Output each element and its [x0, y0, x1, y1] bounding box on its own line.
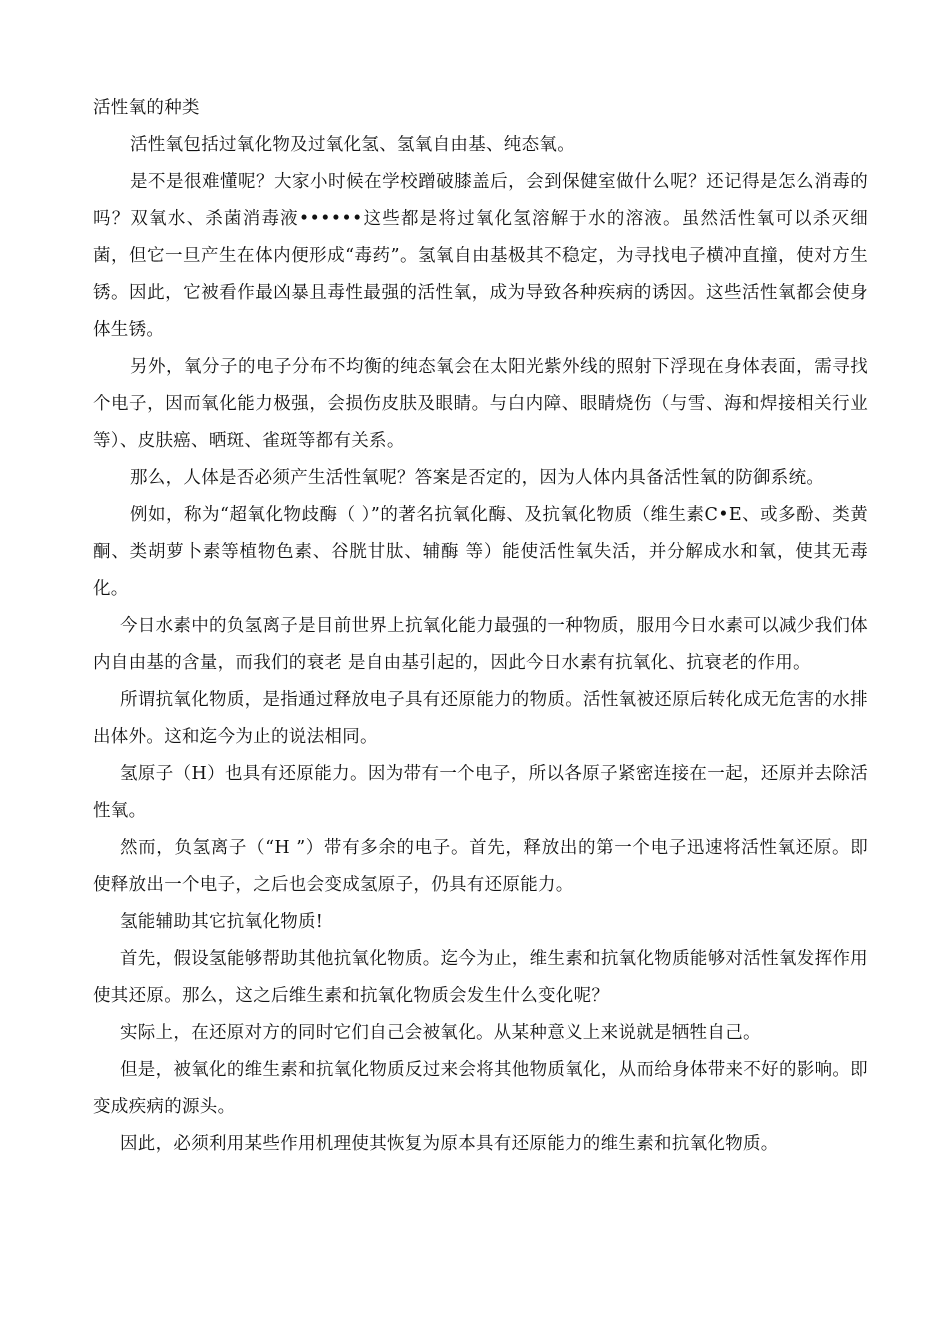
- paragraph-9: 然而，负氢离子（“H ”）带有多余的电子。首先，释放出的第一个电子迅速将活性氧还原。即使释放出一个电子，之后也会变成氢原子，仍具有还原能力。: [93, 838, 868, 895]
- paragraph-11: 实际上，在还原对方的同时它们自己会被氧化。从某种意义上来说就是牺牲自己。: [120, 1023, 761, 1043]
- paragraph-1: 活性氧包括过氧化物及过氧化氢、氢氧自由基、纯态氧。: [130, 135, 575, 155]
- paragraph-2: 是不是很难懂呢？大家小时候在学校蹭破膝盖后，会到保健室做什么呢？还记得是怎么消毒的吗？双氧水、杀菌消毒液••••••这些都是将过氧化氢溶解于水的溶液。虽然活性氧可以杀灭细菌，但它一旦产生在体内便形成“毒药”。氢氧自由基极其不稳定，为寻找电子横冲直撞，使对方生锈。因此，它被看作最凶暴且毒性最强的活性氧，成为导致各种疾病的诱因。这些活性氧都会使身体生锈。: [93, 172, 868, 340]
- paragraph-13: 因此，必须利用某些作用机理使其恢复为原本具有还原能力的维生素和抗氧化物质。: [120, 1134, 779, 1154]
- document-body: [93, 90, 868, 1163]
- document-title: 活性氧的种类: [93, 98, 200, 118]
- paragraph-8: 氢原子（H）也具有还原能力。因为带有一个电子，所以各原子紧密连接在一起，还原并去除活性氧。: [93, 764, 868, 821]
- paragraph-4: 那么，人体是否必须产生活性氧呢？答案是否定的，因为人体内具备活性氧的防御系统。: [130, 468, 825, 488]
- paragraph-5: 例如，称为“超氧化物歧酶（ ）”的著名抗氧化酶、及抗氧化物质（维生素C•E、或多酚、类黄酮、类胡萝卜素等植物色素、谷胱甘肽、辅酶 等）能使活性氧失活，并分解成水和氧，使其无毒化。: [93, 505, 868, 599]
- section-heading: 氢能辅助其它抗氧化物质!: [120, 912, 324, 932]
- paragraph-3: 另外，氧分子的电子分布不均衡的纯态氧会在太阳光紫外线的照射下浮现在身体表面，需寻找 个电子，因而氧化能力极强，会损伤皮肤及眼睛。与白内障、眼睛烧伤（与雪、海和焊接相关行业等）、皮肤癌、晒斑、雀斑等都有关系。: [93, 357, 868, 451]
- paragraph-10: 首先，假设氢能够帮助其他抗氧化物质。迄今为止，维生素和抗氧化物质能够对活性氧发挥作用使其还原。那么，这之后维生素和抗氧化物质会发生什么变化呢？: [93, 949, 868, 1006]
- paragraph-6: 今日水素中的负氢离子是目前世界上抗氧化能力最强的一种物质，服用今日水素可以减少我们体内自由基的含量，而我们的衰老 是自由基引起的，因此今日水素有抗氧化、抗衰老的作用。: [93, 616, 868, 673]
- paragraph-7: 所谓抗氧化物质，是指通过释放电子具有还原能力的物质。活性氧被还原后转化成无危害的水排出体外。这和迄今为止的说法相同。: [93, 690, 868, 747]
- paragraph-12: 但是，被氧化的维生素和抗氧化物质反过来会将其他物质氧化，从而给身体带来不好的影响。即变成疾病的源头。: [93, 1060, 868, 1117]
